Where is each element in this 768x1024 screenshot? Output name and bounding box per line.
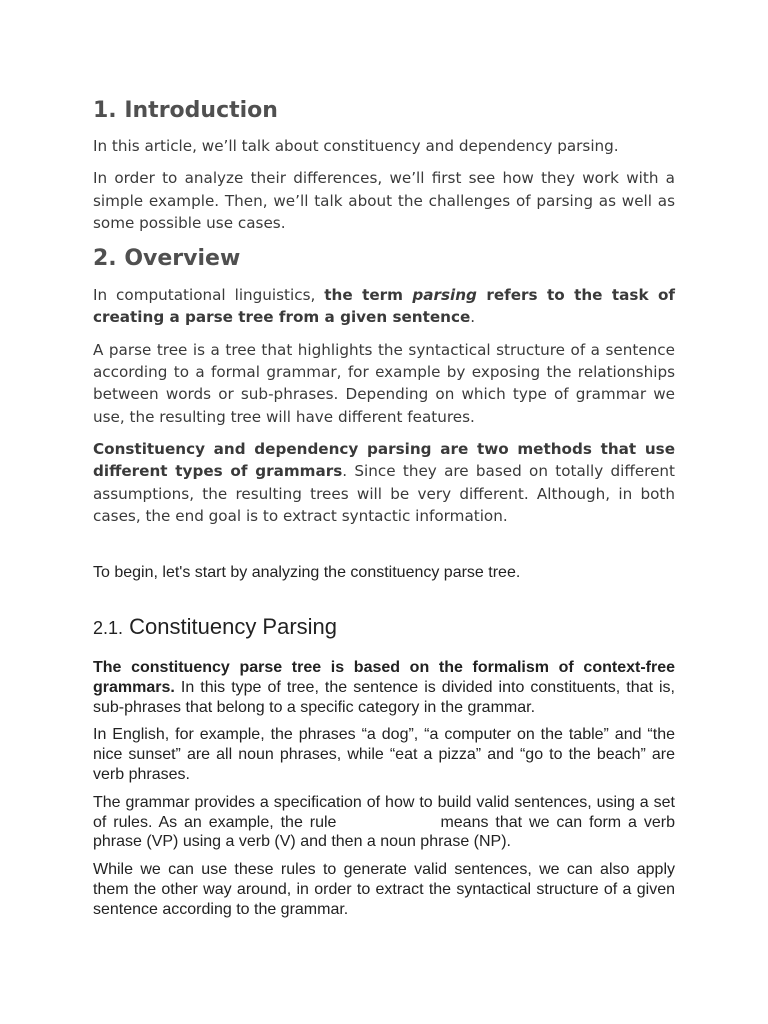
- begin-paragraph: To begin, let's start by analyzing the constituency parse tree.: [93, 564, 521, 582]
- section-heading-constituency-parsing: [93, 613, 675, 642]
- constituency-p3-text-a: The grammar provides a specification of how to build valid sentences, using a set of rules. As an example, the rule: [93, 793, 675, 831]
- constituency-paragraph-2: In English, for example, the phrases “a dog”, “a computer on the table” and “the nice sunset” are all noun phrases, while “eat a pizza” and “go to the beach” are verb phrases.: [93, 726, 675, 783]
- overview-p1-intro-text: In computational linguistics,: [93, 286, 325, 305]
- constituency-paragraph-3: [93, 793, 675, 852]
- constituency-paragraph-1: [93, 658, 675, 717]
- constituency-p1-text: In this type of tree, the sentence is divided into constituents, that is, sub-phrases that belong to a specific category in the grammar.: [93, 678, 675, 716]
- overview-p3-text: . Since they are based on totally different assumptions, the resulting trees will be very different. Although, in both cases, the end goal is to extract syntactic information.: [93, 462, 675, 525]
- constituency-p3-text-b: means that we can form a verb phrase (VP) using a verb (V) and then a noun phrase (NP).: [93, 813, 675, 851]
- intro-paragraph-1: In this article, we’ll talk about constituency and dependency parsing.: [93, 137, 619, 155]
- overview-p1-bold-text: the term: [324, 286, 413, 305]
- constituency-p1-bold-text: The constituency parse tree is based on the formalism of context-free grammars.: [93, 658, 675, 696]
- overview-p3-bold-text: Constituency and dependency parsing are two methods that use different types of grammars: [93, 439, 675, 481]
- section-heading-introduction: 1. Introduction: [93, 98, 278, 123]
- overview-paragraph-1: [93, 284, 675, 329]
- article-body: [93, 96, 675, 920]
- overview-paragraph-3: [93, 438, 675, 527]
- heading-number: 2.1.: [93, 617, 124, 638]
- overview-paragraph-2: A parse tree is a tree that highlights the syntactical structure of a sentence according to a formal grammar, for example by exposing the relationships between words or sub-phrases. Depending on which type of grammar we use, the resulting tree will have different features.: [93, 340, 675, 426]
- overview-p1-end: .: [470, 308, 476, 327]
- intro-paragraph-2: In order to analyze their differences, we’ll first see how they work with a simple example. Then, we’ll talk about the challenges of parsing as well as some possible use cases.: [93, 169, 675, 232]
- constituency-paragraph-4: While we can use these rules to generate valid sentences, we can also apply them the other way around, in order to extract the syntactical structure of a given sentence according to the grammar.: [93, 861, 675, 918]
- term-parsing: parsing: [412, 286, 477, 305]
- overview-p1-bold-text-2: refers to the task of creating a parse tree from a given sentence: [93, 286, 676, 327]
- heading-text: Constituency Parsing: [123, 613, 338, 639]
- section-heading-overview: 2. Overview: [93, 246, 241, 272]
